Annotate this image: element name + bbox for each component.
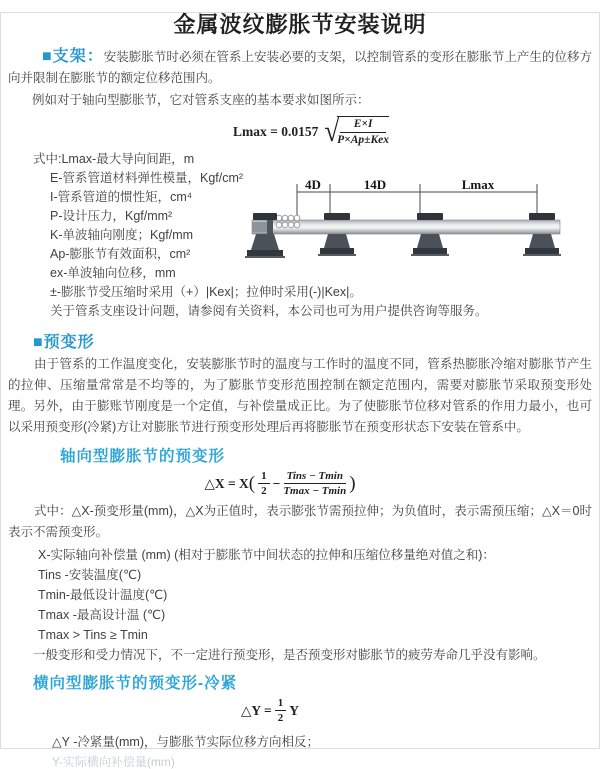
definition-line: I-管系管道的惯性矩，cm⁴ bbox=[50, 190, 193, 204]
lateral-subsection-heading: 横向型膨胀节的预变形-冷紧 bbox=[33, 675, 238, 692]
definition-line: K-单波轴向刚度；Kgf/mm bbox=[50, 228, 194, 242]
radical-sign: √ bbox=[324, 114, 340, 148]
lateral-preform-formula bbox=[0, 697, 540, 724]
axial-formula-explanation: 式中：△X-预变形量(mm)，△X为正值时，表示膨张节需预拉伸；为负值时，表示需预压缩；△X＝0时表示不需预变形。 bbox=[8, 504, 592, 539]
tmin-definition: Tmin-最低设计温度(℃) bbox=[38, 588, 168, 602]
fraction-denominator: 2 bbox=[277, 712, 284, 724]
page-title: 金属波纹膨胀节安装说明 bbox=[173, 12, 427, 37]
lateral-formula-lhs: △Y = bbox=[241, 702, 272, 718]
definition-line: E-管系管道材料弹性模量，Kgf/cm² bbox=[50, 171, 244, 185]
fraction-numerator: Tins − Tmin bbox=[284, 470, 346, 484]
dimension-label-lmax: Lmax bbox=[461, 177, 495, 192]
dimension-label-4d: 4D bbox=[305, 177, 321, 192]
lmax-formula-fraction bbox=[337, 116, 389, 147]
one-half-fraction bbox=[275, 697, 287, 724]
close-paren: ) bbox=[349, 473, 356, 494]
definition-line: ex-单波轴向位移，mm bbox=[50, 266, 176, 280]
minus-operator: − bbox=[272, 475, 281, 491]
open-paren: ( bbox=[248, 473, 256, 494]
fraction-denominator: Tmax − Tmin bbox=[283, 485, 347, 497]
axial-subsection-heading: 轴向型膨胀节的预变形 bbox=[60, 448, 226, 465]
lmax-fraction-denominator: P×Ap±Kex bbox=[337, 134, 389, 146]
temperature-fraction bbox=[283, 470, 346, 497]
pipe-support-diagram bbox=[237, 178, 595, 278]
lateral-y-definition: △Y -冷紧量(mm)，与膨胀节实际位移方向相反； bbox=[52, 735, 320, 749]
temperature-inequality: Tmax > Tins ≥ Tmin bbox=[38, 628, 148, 642]
lmax-formula-lhs: Lmax = 0.0157 bbox=[233, 123, 319, 139]
preform-body-paragraph: 由于管系的工作温度变化，安装膨胀节时的温度与工作时的温度不同，管系热膨胀冷缩对膨胀节产生的拉伸、压缩量常常是不均等的，为了膨胀节变形范围控制在额定范围内，需要对膨胀节采取预变形处理。另外，由于膨账节刚度是一个定值，与补偿量成正比。为了使膨胀节位移对管系的作用力最小，也可以采用预变形(冷紧)方让对膨胀节进行预变形处理后再将膨胀节在预变形状态下安装在管系中。 bbox=[8, 357, 592, 434]
support-example-line: 例如对于轴向型膨胀节，它对管系支座的基本要求如图所示： bbox=[32, 93, 370, 107]
one-half-fraction bbox=[258, 470, 270, 497]
guide-support bbox=[411, 213, 449, 256]
support-section-heading: ■支架： bbox=[42, 48, 104, 65]
definition-note: 关于管系支座设计问题，请参阅有关资料，本公司也可为用户提供咨询等服务。 bbox=[50, 304, 488, 318]
dimension-label-14d: 14D bbox=[363, 177, 387, 192]
definition-line: Ap-膨胀节有效面积，cm² bbox=[50, 247, 191, 261]
fraction-denominator: 2 bbox=[261, 485, 267, 497]
lmax-formula bbox=[233, 116, 600, 147]
fraction-numerator: 1 bbox=[275, 697, 287, 711]
axial-note: 一般变形和受力情况下，不一定进行预变形，是否预变形对膨胀节的疲劳寿命几乎没有影响。 bbox=[33, 648, 546, 662]
axial-x-definition: X-实际轴向补偿量 (mm) (相对于膨胀节中间状态的拉伸和压缩位移量绝对值之和)： bbox=[38, 548, 495, 562]
lmax-fraction-numerator: E×I bbox=[340, 117, 387, 133]
lateral-formula-rhs: Y bbox=[289, 702, 299, 718]
support-intro-text: 安装膨胀节时必须在管系上安装必要的支架，以控制管系的变形在膨胀节上产生的位移方向并限制在膨胀节的额定位移范围内。 bbox=[8, 50, 592, 85]
pipe-stub bbox=[252, 222, 268, 232]
document-page bbox=[0, 12, 600, 769]
tmax-definition: Tmax -最高设计温 (℃) bbox=[38, 608, 166, 622]
support-intro-paragraph bbox=[8, 46, 592, 89]
clipped-bottom-line: Y-实际横向补偿量(mm) bbox=[52, 755, 175, 769]
preform-section-heading: ■预变形 bbox=[33, 334, 95, 351]
definition-line: ±-膨胀节受压缩时采用（+）|Kex|；拉伸时采用(-)|Kex|。 bbox=[50, 285, 362, 299]
tins-definition: Tins -安装温度(℃) bbox=[38, 568, 142, 582]
fraction-numerator: 1 bbox=[258, 470, 270, 484]
axial-formula-lhs: △X = X bbox=[204, 475, 249, 491]
definition-block bbox=[0, 150, 600, 321]
definition-line: P-设计压力，Kgf/mm² bbox=[50, 209, 173, 223]
guide-support bbox=[523, 213, 561, 256]
guide-support bbox=[318, 213, 356, 256]
axial-preform-formula bbox=[0, 470, 560, 497]
definition-line: 式中:Lmax-最大导向间距，m bbox=[33, 152, 195, 166]
